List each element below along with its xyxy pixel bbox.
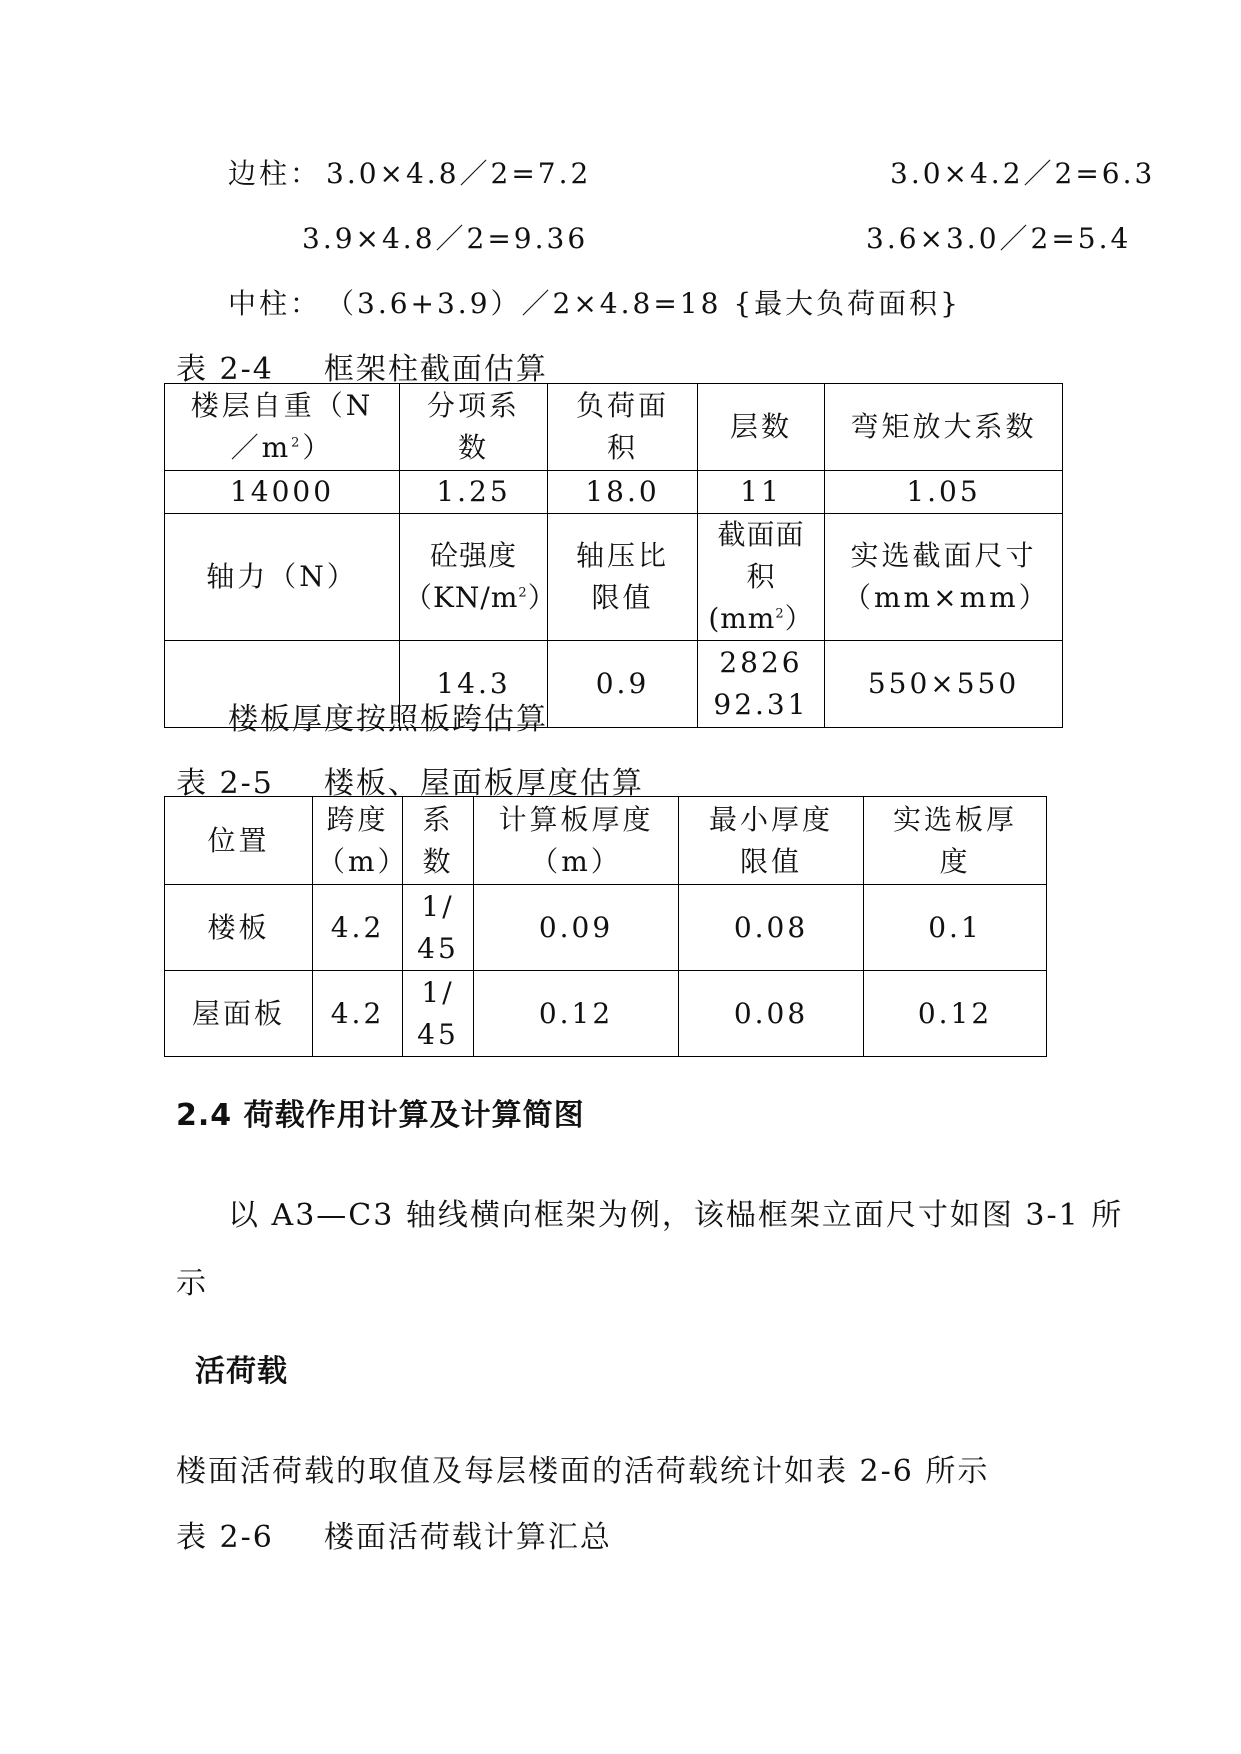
table-cell: 4.2 <box>313 885 403 971</box>
table-cell: 0.12 <box>474 971 679 1057</box>
table-cell: 1.05 <box>825 471 1063 514</box>
table-cell: 0.1 <box>864 885 1047 971</box>
caption-number: 表 2-6 <box>176 1520 274 1555</box>
table-cell: 0.12 <box>864 971 1047 1057</box>
header-selected-thickness: 实选板厚度 <box>864 797 1047 885</box>
table-cell: 0.08 <box>679 971 864 1057</box>
header-coefficient: 系数 <box>403 797 474 885</box>
table-cell: 屋面板 <box>165 971 313 1057</box>
sub-heading-live-load: 活荷载 <box>195 1354 288 1389</box>
table-cell: 0.09 <box>474 885 679 971</box>
edge-formula-4: 3.6×3.0／2=5.4 <box>866 222 1132 255</box>
caption-title: 楼板、屋面板厚度估算 <box>323 766 644 801</box>
table-cell: 550×550 <box>825 641 1063 728</box>
table-cell: 14.3 <box>400 641 548 728</box>
table-cell: 1/45 <box>403 971 474 1057</box>
edge-formula-3: 3.9×4.8／2=9.36 <box>302 222 589 255</box>
table-row <box>165 471 1063 514</box>
middle-column-label: 中柱： <box>228 287 322 320</box>
header-floors: 层数 <box>698 384 825 471</box>
section-heading: 2.4 荷载作用计算及计算简图 <box>176 1098 585 1133</box>
table-cell: 4.2 <box>313 971 403 1057</box>
table-row <box>165 885 1047 971</box>
header-floor-weight: 楼层自重$(N/m^2)$ <box>165 384 400 471</box>
table-row <box>165 971 1047 1057</box>
table-cell: 楼板 <box>165 885 313 971</box>
header-min-thickness: 最小厚度限值 <box>679 797 864 885</box>
paragraph-live-load: 楼面活荷载的取值及每层楼面的活荷载统计如表 2-6 所示 <box>176 1454 990 1489</box>
header-section-area: 截面面积$(mm^2)$ <box>698 514 825 641</box>
header-partial-factor: 分项系数 <box>400 384 548 471</box>
slab-note: 楼板厚度按照板跨估算 <box>228 702 548 737</box>
caption-number: 表 2-5 <box>176 766 274 801</box>
edge-formula-1: 3.0×4.8／2=7.2 <box>326 157 592 190</box>
table-2-4 <box>164 383 1063 728</box>
caption-number: 表 2-4 <box>176 352 274 387</box>
table-cell: 14000 <box>165 471 400 514</box>
header-position: 位置 <box>165 797 313 885</box>
caption-title: 楼面活荷载计算汇总 <box>323 1520 612 1555</box>
table-2-4-caption <box>176 344 548 388</box>
table-cell: 11 <box>698 471 825 514</box>
table-cell: 18.0 <box>548 471 698 514</box>
header-selected-size: 实选截面尺寸（mm×mm） <box>825 514 1063 641</box>
table-cell: 1/45 <box>403 885 474 971</box>
table-cell: 1.25 <box>400 471 548 514</box>
table-cell: 0.9 <box>548 641 698 728</box>
caption-title: 框架柱截面估算 <box>323 352 548 387</box>
table-row <box>165 514 1063 641</box>
header-calc-thickness: 计算板厚度（m） <box>474 797 679 885</box>
middle-formula: （3.6+3.9）／2×4.8=18 {最大负荷面积} <box>326 287 961 320</box>
paragraph-frame-example: 以 A3—C3 轴线横向框架为例，该榀框架立面尺寸如图 3-1 所 <box>228 1198 1124 1233</box>
edge-formula-2: 3.0×4.2／2=6.3 <box>890 157 1156 190</box>
header-concrete-strength: 砼强度$(KN/m^2)$ <box>400 514 548 641</box>
table-cell: 282692.31 <box>698 641 825 728</box>
table-2-5 <box>164 796 1047 1057</box>
table-row <box>165 797 1047 885</box>
table-2-6-caption <box>176 1512 612 1556</box>
header-axial-force: 轴力（N） <box>165 514 400 641</box>
header-span: 跨度（m） <box>313 797 403 885</box>
header-load-area: 负荷面积 <box>548 384 698 471</box>
edge-column-label: 边柱： <box>228 157 322 190</box>
table-row <box>165 384 1063 471</box>
header-axial-ratio: 轴压比限值 <box>548 514 698 641</box>
table-cell: 0.08 <box>679 885 864 971</box>
header-moment-factor: 弯矩放大系数 <box>825 384 1063 471</box>
paragraph-frame-example-cont: 示 <box>176 1266 208 1301</box>
